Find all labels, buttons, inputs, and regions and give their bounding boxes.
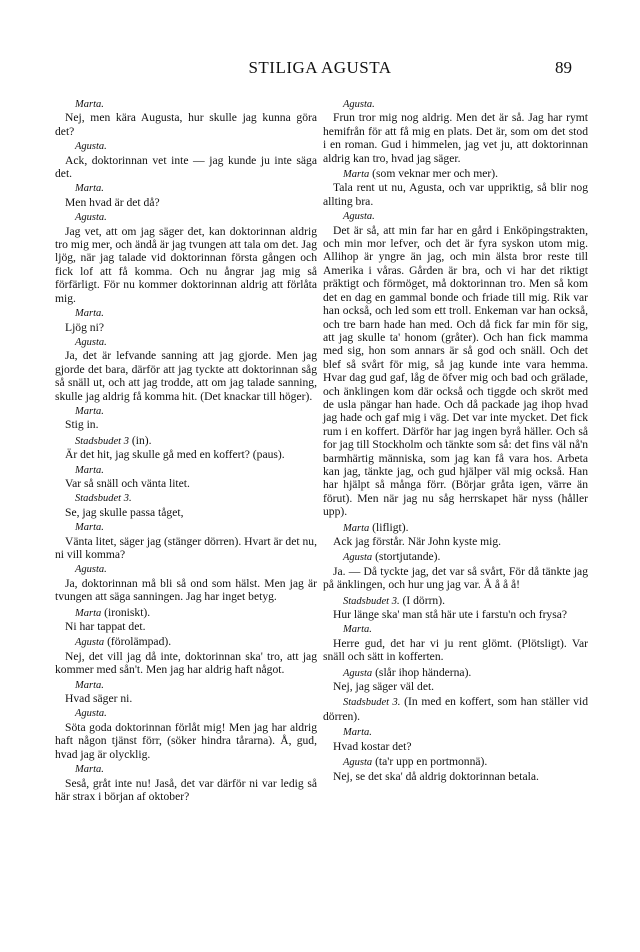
speaker-name xyxy=(55,434,317,448)
speaker-label: Agusta. xyxy=(343,211,375,223)
page-number: 89 xyxy=(555,58,572,77)
dialogue-line: Seså, gråt inte nu! Jaså, det var därför ni var ledig så här strax i början af oktober? xyxy=(55,776,317,803)
speaker-label: Marta. xyxy=(75,183,104,195)
dialogue-line: Jag vet, att om jag säger det, kan doktorinnan aldrig tro mig mer, och ändå är jag tvungen att tala om det. Jag ljög, när jag talade vid doktorinnan första gången och fick lof att få komma. Och nu ångrar jag mig så förfärligt. För nu kommer doktorinnan aldrig att förlåta mig. xyxy=(55,224,317,305)
dialogue-line: Är det hit, jag skulle gå med en koffert? (paus). xyxy=(65,448,285,462)
speaker-name xyxy=(323,666,588,680)
speaker-label: Agusta. xyxy=(75,564,107,576)
speaker-label: Marta. xyxy=(75,679,104,691)
speaker-name xyxy=(55,521,317,534)
speaker-label: Marta. xyxy=(75,764,104,776)
dialogue-line: Ja, doktorinnan må bli så ond som hälst. Men jag är tvungen att säga sanningen. Jag har inget betyg. xyxy=(55,576,317,604)
dialogue-line: Hvad säger ni. xyxy=(65,692,133,706)
speaker-name xyxy=(323,521,588,535)
speaker-name xyxy=(55,98,317,111)
stage-direction: (I dörrn). xyxy=(399,593,445,607)
page-title: STILIGA AGUSTA xyxy=(248,58,392,77)
dialogue-line: Frun tror mig nog aldrig. Men det är så. Jag har rymt hemifrån för att få mig en plats. Det är, som om det stod i en roman. Gud i himmelen, jag vet ju, att doktorinnan aldrig kan tro, hvad jag säger. xyxy=(323,111,588,165)
speaker-label: Agusta xyxy=(343,552,373,564)
stage-direction: (som veknar mer och mer). xyxy=(369,167,499,181)
speaker-label: Agusta. xyxy=(75,336,107,348)
dialogue-line: Se, jag skulle passa tåget, xyxy=(65,505,184,519)
speaker-label: Stadsbudet 3. xyxy=(75,493,132,505)
dialogue-line: Herre gud, det har vi ju rent glömt. (Plötsligt). Var snäll och sätt in kofferten. xyxy=(323,636,588,664)
speaker-label: Agusta. xyxy=(75,212,107,224)
speaker-label: Stadsbudet 3. xyxy=(343,697,401,709)
speaker-name xyxy=(55,679,317,692)
dialogue-line: Ja, det är lefvande sanning att jag gjorde. Men jag gjorde det bara, därför att jag tyckte att doktorinnan såg så snäll ut, och att jag trodde, att om jag talade sanning, skulle jag aldrig få komma hit. (Det knackar till höger). xyxy=(55,349,317,403)
speaker-name xyxy=(55,707,317,720)
dialogue-line: Ljög ni? xyxy=(65,320,104,334)
stage-direction: (in). xyxy=(128,433,152,447)
dialogue-line: Söta goda doktorinnan förlåt mig! Men jag har aldrig haft någon tjänst förr, (söker hindra tårarna). Å, gud, hvad jag är olycklig. xyxy=(55,720,317,761)
dialogue-line: Stig in. xyxy=(65,418,99,432)
speaker-label: Marta xyxy=(343,522,370,534)
speaker-name xyxy=(55,307,317,320)
right-column xyxy=(323,96,588,783)
speaker-label: Marta. xyxy=(343,624,372,636)
stage-direction: (förolämpad). xyxy=(104,635,172,649)
speaker-name xyxy=(55,464,317,477)
dialogue-line: Ack, doktorinnan vet inte — jag kunde ju inte säga det. xyxy=(55,153,317,181)
speaker-name xyxy=(55,182,317,195)
speaker-name xyxy=(323,167,588,181)
speaker-name xyxy=(323,695,588,724)
stage-direction: (lifligt). xyxy=(369,520,409,534)
speaker-label: Marta xyxy=(343,169,370,181)
speaker-name xyxy=(323,623,588,636)
stage-direction: (ironiskt). xyxy=(101,605,151,619)
speaker-name xyxy=(55,606,317,620)
speaker-name xyxy=(55,635,317,649)
dialogue-line: Var så snäll och vänta litet. xyxy=(65,476,190,490)
stage-direction: (slår ihop händerna). xyxy=(372,665,472,679)
stage-direction: (ta'r upp en portmonnä). xyxy=(372,755,488,769)
dialogue-line: Nej, se det ska' då aldrig doktorinnan betala. xyxy=(333,769,539,783)
speaker-name xyxy=(323,755,588,769)
speaker-label: Agusta xyxy=(75,637,105,649)
speaker-label: Marta. xyxy=(75,99,104,110)
speaker-label: Marta xyxy=(75,607,102,619)
stage-direction: (In med en koffert, som han ställer vid dörren). xyxy=(323,695,588,723)
running-head xyxy=(0,58,640,80)
speaker-name xyxy=(323,210,588,223)
speaker-name xyxy=(55,211,317,224)
left-column xyxy=(55,96,317,803)
speaker-label: Marta. xyxy=(75,464,104,476)
speaker-name xyxy=(323,726,588,739)
speaker-label: Agusta xyxy=(343,667,373,679)
dialogue-line: Ack jag förstår. När John kyste mig. xyxy=(333,535,502,548)
dialogue-line: Men hvad är det då? xyxy=(65,195,160,209)
dialogue-line: Ni har tappat det. xyxy=(65,620,146,634)
speaker-name xyxy=(55,563,317,576)
speaker-name xyxy=(323,594,588,608)
speaker-name xyxy=(55,405,317,418)
dialogue-line: Det är så, att min far har en gård i Enköpingstrakten, och min mor lefver, och det är fyra syskon utom mig. Allihop är yngre än jag, och min älsta bror reste till Amerika i våras. Gården är bra, och vi har det riktigt präktigt och förmöget, må doktorinnan tro. Men så kom det en dag en gammal bonde och friade till mig. Rik var han också, och led som ett troll. Enkeman var han också, och tre barn hade han med. Och då fick far min för sig, att jag skulle ta' honom (gråter). Och han fick mamma med sig, hon som annars är så god och snäll. Och det blef så svårt för mig, så jag kunde inte vara hemma. Hvar dag gud gaf, låg de öfver mig och bad och grälade, och änklingen kom där också och tiggde och skröt med de usla pängar han hade. Och då packade jag ihop hvad jag hade och gaf mig i väg. Det var inte mycket. Det fick rum i en koffert. Därför har jag ingen byrå häller. Och så for jag till Stockholm och tänkte som så: det fins väl nå'n barmhärtig människa, som jag kan få vara hos. Arbeta kan jag, tänkte jag, och gud hjälper väl mig också. Han har hjälpt så många förr. (Börjar gråta igen, värre än förut). Men när jag nu såg herrskapet här nyss (håller upp). xyxy=(323,223,588,519)
speaker-label: Marta. xyxy=(75,405,104,417)
dialogue-line: Hur länge ska' man stå här ute i farstu'n och frysa? xyxy=(333,608,568,622)
speaker-name xyxy=(323,550,588,564)
dialogue-line: Nej, jag säger väl det. xyxy=(333,680,435,694)
speaker-name xyxy=(323,98,588,111)
dialogue-line: Ja. — Då tyckte jag, det var så svårt, För då tänkte jag på änklingen, och hur ung jag var. Å å å å! xyxy=(323,564,588,592)
speaker-label: Marta. xyxy=(75,308,104,320)
speaker-label: Stadsbudet 3. xyxy=(343,595,400,607)
speaker-label: Stadsbudet 3 xyxy=(75,435,129,447)
dialogue-line: Tala rent ut nu, Agusta, och var uppriktig, så blir nog allting bra. xyxy=(323,181,588,208)
speaker-name xyxy=(55,336,317,349)
speaker-label: Agusta. xyxy=(343,99,375,110)
speaker-label: Agusta. xyxy=(75,708,107,720)
dialogue-line: Hvad kostar det? xyxy=(333,739,412,753)
dialogue-line: Nej, det vill jag då inte, doktorinnan ska' tro, att jag kommer med sån't. Men jag har aldrig haft något. xyxy=(55,649,317,677)
speaker-label: Agusta xyxy=(343,757,373,769)
stage-direction: (stortjutande). xyxy=(372,550,441,564)
speaker-name xyxy=(55,140,317,153)
dialogue-line: Nej, men kära Augusta, hur skulle jag kunna göra det? xyxy=(55,111,317,138)
speaker-label: Agusta. xyxy=(75,141,107,153)
speaker-name xyxy=(55,763,317,776)
speaker-label: Marta. xyxy=(343,727,372,739)
speaker-name xyxy=(55,492,317,505)
speaker-label: Marta. xyxy=(75,522,104,534)
dialogue-line: Vänta litet, säger jag (stänger dörren). Hvart är det nu, ni vill komma? xyxy=(55,534,317,561)
